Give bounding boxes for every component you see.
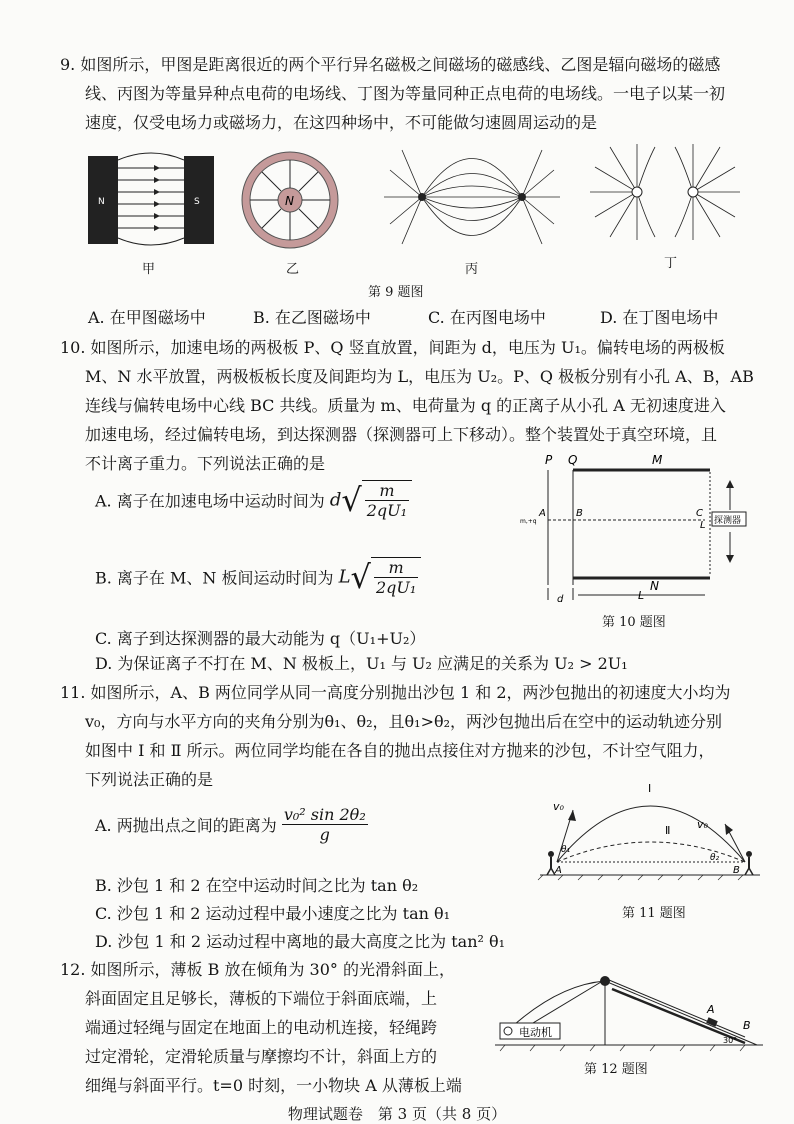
q11-line-4: 下列说法正确的是	[85, 770, 214, 789]
q10-option-a-den: 2qU₁	[366, 501, 408, 520]
q9-line-3: 速度，仅受电场力或磁场力，在这四种场中，不可能做匀速圆周运动的是	[85, 113, 598, 132]
q9-label-bing: 丙	[465, 262, 479, 277]
q11-option-d: D. 沙包 1 和 2 运动过程中离地的最大高度之比为 tan² θ₁	[95, 932, 506, 951]
q9-pole-s: S	[194, 197, 200, 207]
q11-caption: 第 11 题图	[622, 906, 686, 921]
q10-fig-l-right: L	[700, 520, 706, 531]
q11-fig-v0a: v₀	[553, 800, 564, 813]
q12-fig-motor: 电动机	[519, 1026, 552, 1039]
q10-option-b-den: 2qU₁	[375, 578, 417, 597]
q10-option-a-coef: d	[329, 489, 342, 511]
q10-fig-p: P	[545, 453, 553, 467]
q10-line-5: 不计离子重力。下列说法正确的是	[85, 454, 326, 473]
q11-option-a-den: g	[319, 825, 330, 844]
q10-option-a-num: m	[365, 481, 409, 501]
q10-option-b-coef: L	[338, 566, 351, 588]
q11-option-c: C. 沙包 1 和 2 运动过程中最小速度之比为 tan θ₁	[95, 904, 451, 923]
q10-option-b: B. 离子在 M、N 板间运动时间为 L√ $\frac{m}{\text{2qU₁}}$	[95, 557, 421, 597]
q11-option-a-num: v₀² sin 2θ₂	[283, 805, 366, 824]
q10-option-a-text: A. 离子在加速电场中运动时间为	[95, 491, 325, 511]
q10-fig-q: Q	[568, 453, 578, 467]
q10-caption: 第 10 题图	[602, 615, 666, 630]
q11-option-a-text: A. 两抛出点之间的距离为	[95, 816, 277, 835]
q9-label-ding: 丁	[664, 256, 678, 271]
q9-figure-jia	[88, 150, 216, 248]
q10-option-d: D. 为保证离子不打在 M、N 极板上，U₁ 与 U₂ 应满足的关系为 U₂ > 2U₁	[95, 654, 628, 673]
q12-line-2: 斜面固定且足够长，薄板的下端位于斜面底端，上	[85, 989, 438, 1008]
q10-option-b-num: m	[374, 558, 418, 578]
q9-option-a: A. 在甲图磁场中	[88, 308, 206, 327]
q11-fig-theta1: θ₁	[561, 845, 571, 855]
q10-fig-b: B	[576, 508, 583, 519]
q10-fig-n: N	[650, 579, 659, 593]
q10-line-1: 10. 如图所示，加速电场的两极板 P、Q 竖直放置，间距为 d，电压为 U₁。偏转电场的两极板	[60, 338, 725, 357]
q9-line-2: 线、丙图为等量异种点电荷的电场线、丁图为等量同种正点电荷的电场线。一电子以某一初	[85, 84, 726, 103]
q11-figure	[535, 780, 765, 885]
q12-caption: 第 12 题图	[584, 1062, 648, 1077]
q9-caption: 第 9 题图	[368, 285, 424, 300]
q12-fig-a: A	[707, 1003, 715, 1016]
q10-fig-m: M	[652, 453, 663, 467]
q11-fig-b: B	[733, 865, 740, 876]
q9-option-d: D. 在丁图电场中	[600, 308, 719, 327]
q12-line-1: 12. 如图所示，薄板 B 放在倾角为 30° 的光滑斜面上，	[60, 960, 455, 979]
q11-fig-v0b: v₀	[697, 818, 708, 831]
q9-figure-ding	[585, 142, 745, 247]
q9-label-jia: 甲	[142, 262, 156, 277]
page-footer: 物理试题卷 第 3 页（共 8 页）	[287, 1105, 507, 1123]
q11-option-b: B. 沙包 1 和 2 在空中运动时间之比为 tan θ₂	[95, 876, 419, 895]
q11-line-2: v₀，方向与水平方向的夹角分别为θ₁、θ₂，且θ₁>θ₂，两沙包抛出后在空中的运动轨迹分别	[85, 712, 723, 731]
q12-figure	[495, 965, 765, 1055]
q10-option-a: A. 离子在加速电场中运动时间为 d√ $\frac{m}{\text{2qU₁}}$	[95, 480, 412, 520]
q10-fig-c: C	[696, 508, 703, 519]
q11-line-3: 如图中 Ⅰ 和 Ⅱ 所示。两位同学均能在各自的抛出点接住对方抛来的沙包，不计空气阻力，	[85, 741, 715, 760]
q9-option-c: C. 在丙图电场中	[428, 308, 546, 327]
q10-fig-detector: 探测器	[714, 516, 742, 526]
q11-fig-i: Ⅰ	[648, 782, 652, 795]
q10-fig-ion: m,+q	[520, 518, 537, 525]
q11-option-a	[95, 805, 368, 844]
q10-option-b-text: B. 离子在 M、N 板间运动时间为	[95, 568, 334, 588]
q12-line-5: 细绳与斜面平行。t=0 时刻，一小物块 A 从薄板上端	[85, 1076, 462, 1095]
q10-line-3: 连线与偏转电场中心线 BC 共线。质量为 m、电荷量为 q 的正离子从小孔 A 无初速度进入	[85, 396, 726, 415]
q12-line-4: 过定滑轮，定滑轮质量与摩擦均不计，斜面上方的	[85, 1047, 438, 1066]
q12-line-3: 端通过轻绳与固定在地面上的电动机连接，轻绳跨	[85, 1018, 438, 1037]
q12-fig-angle: 30°	[723, 1036, 738, 1045]
q10-line-4: 加速电场，经过偏转电场，到达探测器（探测器可上下移动）。整个装置处于真空环境，且	[85, 425, 718, 444]
q10-fig-a: A	[539, 508, 546, 519]
q9-figure-bing	[382, 140, 562, 255]
q10-option-c: C. 离子到达探测器的最大动能为 q（U₁+U₂）	[95, 629, 426, 648]
q9-label-yi: 乙	[286, 262, 300, 277]
q10-figure	[520, 450, 750, 615]
q9-center-n: N	[285, 194, 294, 208]
q9-figure-yi	[238, 148, 342, 252]
q10-fig-l: L	[638, 589, 645, 602]
q10-fig-d: d	[557, 594, 564, 605]
q9-line-1: 9. 如图所示，甲图是距离很近的两个平行异名磁极之间磁场的磁感线、乙图是辐向磁场的磁感	[60, 55, 721, 74]
q11-line-1: 11. 如图所示，A、B 两位同学从同一高度分别抛出沙包 1 和 2，两沙包抛出的初速度大小均为	[60, 683, 731, 702]
q11-fig-theta2: θ₂	[710, 853, 720, 863]
q9-option-b: B. 在乙图磁场中	[253, 308, 371, 327]
q9-pole-n: N	[98, 197, 105, 207]
q12-fig-b: B	[743, 1019, 751, 1032]
q11-fig-a: A	[555, 865, 562, 876]
q10-line-2: M、N 水平放置，两极板板长度及间距均为 L，电压为 U₂。P、Q 极板分别有小孔 A、B，AB	[85, 367, 754, 386]
q11-fig-ii: Ⅱ	[665, 824, 671, 837]
